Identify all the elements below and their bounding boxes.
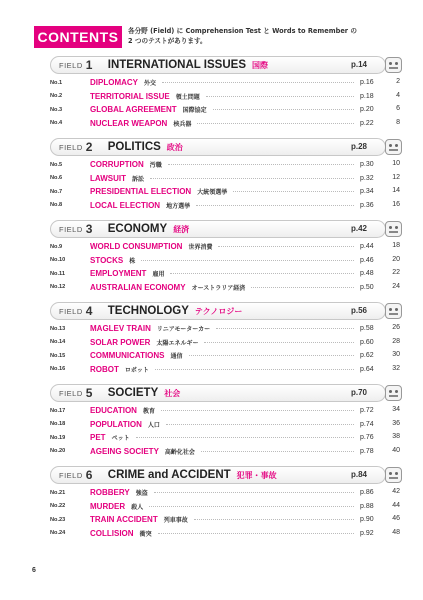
leader-dots [150,178,354,179]
item-number: No.6 [50,175,63,182]
contents-row[interactable] [50,431,400,445]
item-title: STOCKS [90,255,124,265]
contents-row[interactable] [50,281,400,295]
field-items [50,322,400,376]
contents-row[interactable] [50,240,400,254]
item-title: COLLISION [90,528,134,538]
item-number: No.8 [50,202,63,209]
leader-dots [201,451,354,452]
item-page: p.62 [360,352,374,360]
field-section [50,302,400,376]
item-title-jp: 国際協定 [182,107,207,115]
field-label: FIELD [59,60,83,70]
leader-dots [162,82,354,83]
field-label: FIELD [59,470,83,480]
item-title-jp: ペット [111,435,130,443]
leader-dots [141,260,354,261]
face-icon [385,385,402,401]
leader-dots [136,437,354,438]
field-number: 1 [85,58,93,72]
item-title-jp: 衝突 [139,530,152,538]
item-page: p.58 [360,325,374,333]
item-number: No.23 [50,516,66,523]
item-number: No.5 [50,161,63,168]
item-title: ROBOT [90,364,119,374]
field-title-jp: 国際 [252,60,268,70]
item-title-jp: 太陽エネルギー [156,339,199,347]
item-title: LAWSUIT [90,173,126,183]
face-icon [385,303,402,319]
field-number: 6 [85,468,93,482]
item-number: No.20 [50,448,66,455]
intro-text [128,26,388,46]
field-section [50,466,400,540]
face-icon [385,139,402,155]
answer-page: 38 [392,433,400,440]
item-title-jp: 通信 [170,353,183,361]
answer-page: 4 [396,91,400,99]
item-number: No.24 [50,530,66,537]
item-title: ROBBERY [90,488,130,498]
field-section [50,56,400,130]
item-page: p.30 [360,161,374,169]
field-items [50,158,400,212]
leader-dots [196,205,354,206]
answer-page: 14 [392,187,400,194]
leader-dots [216,328,354,329]
field-title: ECONOMY [107,223,168,235]
item-title: WORLD CONSUMPTION [90,242,183,252]
item-title-jp: 強盗 [135,490,148,498]
field-header[interactable] [50,466,386,484]
answer-page: 32 [392,364,400,372]
answer-page: 8 [396,118,400,126]
item-number: No.12 [50,284,66,291]
item-title: TERRITORIAL ISSUE [90,91,170,101]
contents-row[interactable] [50,349,400,363]
item-title-jp: 汚職 [149,162,162,170]
answer-page: 46 [392,515,400,522]
leader-dots [170,273,354,274]
contents-row[interactable] [50,418,400,432]
item-title-jp: 大統領選挙 [197,189,228,197]
item-page: p.46 [360,256,374,264]
answer-page: 40 [392,446,400,454]
item-title-jp: 教育 [142,408,155,416]
field-page: p.56 [350,306,367,315]
intro-line-1: 各分野 (Field) に Comprehension Test と Words to Remember の [128,27,357,35]
contents-title: CONTENTS [34,26,122,48]
answer-page: 44 [392,501,400,509]
field-title: SOCIETY [107,387,159,399]
leader-dots [233,191,354,192]
field-title-jp: 犯罪・事故 [236,470,277,480]
contents-row[interactable] [50,76,400,90]
contents-row[interactable] [50,445,400,459]
item-page: p.36 [360,201,374,209]
item-title-jp: 人口 [147,421,160,429]
leader-dots [155,369,354,370]
field-label: FIELD [59,306,83,316]
item-page: p.86 [360,489,374,497]
contents-row[interactable] [50,500,400,514]
item-number: No.10 [50,257,66,264]
answer-page: 6 [396,105,400,112]
contents-row[interactable] [50,486,400,500]
item-title: AGEING SOCIETY [90,446,159,456]
item-title: TRAIN ACCIDENT [90,515,158,525]
item-title-jp: オーストラリア経済 [191,284,246,292]
item-page: p.22 [360,119,374,127]
item-number: No.22 [50,503,66,510]
item-number: No.15 [50,352,66,359]
item-number: No.4 [50,120,63,127]
field-label: FIELD [59,388,83,398]
item-page: p.34 [360,188,374,196]
item-page: p.18 [360,92,374,100]
field-list [50,56,400,548]
contents-row[interactable] [50,185,400,199]
contents-row[interactable] [50,267,400,281]
contents-row[interactable] [50,103,400,117]
field-page: p.14 [350,60,367,69]
page-number: 6 [32,567,36,574]
item-page: p.72 [360,407,374,415]
item-page: p.64 [360,365,374,373]
contents-row[interactable] [50,322,400,336]
face-icon [385,57,402,73]
item-number: No.11 [50,270,65,277]
item-number: No.7 [50,188,63,195]
answer-page: 48 [392,528,400,536]
item-page: p.74 [360,420,374,428]
contents-row[interactable] [50,117,400,131]
field-label: FIELD [59,142,83,152]
contents-row[interactable] [50,363,400,377]
item-number: No.1 [50,79,63,86]
answer-page: 30 [392,351,400,358]
item-title-jp: 雇用 [152,271,165,279]
field-title: POLITICS [107,141,161,153]
answer-page: 10 [392,160,400,167]
field-title-jp: 社会 [164,388,181,398]
field-header[interactable] [50,302,386,320]
field-title: CRIME and ACCIDENT [107,469,231,481]
field-title-jp: テクノロジー [194,306,243,316]
leader-dots [154,492,354,493]
answer-page: 34 [392,406,400,413]
item-page: p.44 [360,243,374,251]
item-page: p.78 [360,447,374,455]
field-header[interactable] [50,56,386,74]
field-items [50,404,400,458]
field-section [50,138,400,212]
contents-header [34,26,394,48]
leader-dots [213,109,354,110]
field-title: INTERNATIONAL ISSUES [107,59,246,71]
item-title: DIPLOMACY [90,78,138,88]
contents-row[interactable] [50,527,400,541]
answer-page: 26 [392,324,400,331]
item-page: p.60 [360,338,374,346]
field-page: p.28 [350,142,367,151]
leader-dots [166,424,354,425]
answer-page: 42 [392,488,400,495]
field-section [50,384,400,458]
item-number: No.19 [50,434,66,441]
contents-row[interactable] [50,199,400,213]
item-title: LOCAL ELECTION [90,200,161,210]
field-label: FIELD [59,224,83,234]
answer-page: 18 [392,242,400,249]
item-page: p.92 [360,529,374,537]
item-page: p.88 [360,502,374,510]
field-number: 5 [85,386,93,400]
field-header[interactable] [50,220,386,238]
field-items [50,240,400,294]
face-icon [385,221,402,237]
answer-page: 36 [392,419,400,427]
item-page: p.32 [360,174,374,182]
item-title: MURDER [90,501,126,511]
leader-dots [168,164,354,165]
item-title-jp: 列車事故 [163,517,188,525]
field-items [50,486,400,540]
item-page: p.20 [360,106,374,114]
item-title: PET [90,433,106,443]
contents-row[interactable] [50,254,400,268]
item-title-jp: 地方選挙 [166,202,191,210]
answer-page: 28 [392,337,400,345]
field-header[interactable] [50,384,386,402]
item-title-jp: 高齢化社会 [164,448,195,456]
item-title: GLOBAL AGREEMENT [90,105,177,115]
contents-row[interactable] [50,404,400,418]
leader-dots [161,410,354,411]
item-number: No.18 [50,421,66,428]
item-title-jp: 殺人 [131,503,144,511]
face-icon [385,467,402,483]
item-number: No.13 [50,325,66,332]
leader-dots [194,519,354,520]
item-title: AUSTRALIAN ECONOMY [90,282,186,292]
item-title: EDUCATION [90,406,137,416]
item-page: p.50 [360,283,374,291]
leader-dots [206,96,354,97]
item-title: SOLAR POWER [90,337,151,347]
answer-page: 16 [392,200,400,208]
answer-page: 12 [392,173,400,181]
item-title-jp: 領土問題 [175,93,200,101]
intro-line-2: 2 つのテストがあります。 [128,37,207,45]
contents-row[interactable] [50,158,400,172]
answer-page: 20 [392,255,400,263]
item-page: p.16 [360,79,374,87]
answer-page: 24 [392,282,400,290]
field-section [50,220,400,294]
leader-dots [149,506,354,507]
answer-page: 22 [392,269,400,276]
item-number: No.17 [50,407,66,414]
item-number: No.3 [50,106,63,113]
answer-page: 2 [396,78,400,85]
item-title: EMPLOYMENT [90,269,147,279]
item-page: p.76 [360,434,374,442]
item-title: MAGLEV TRAIN [90,324,151,334]
leader-dots [204,342,354,343]
item-page: p.48 [360,270,374,278]
item-title: NUCLEAR WEAPON [90,118,168,128]
field-title-jp: 経済 [173,224,190,234]
field-title: TECHNOLOGY [107,305,189,317]
field-page: p.70 [350,388,367,397]
item-page: p.90 [360,516,374,524]
item-number: No.9 [50,243,63,250]
item-title-jp: 外交 [144,80,157,88]
leader-dots [158,533,354,534]
item-number: No.2 [50,93,63,100]
item-title-jp: 世界消費 [188,244,213,252]
contents-row[interactable] [50,513,400,527]
field-page: p.42 [350,224,367,233]
item-title: CORRUPTION [90,160,144,170]
item-title-jp: ロボット [124,366,149,374]
item-title: PRESIDENTIAL ELECTION [90,187,192,197]
leader-dots [197,123,354,124]
item-number: No.21 [50,489,66,496]
contents-row[interactable] [50,90,400,104]
item-title-jp: 訴訟 [132,175,145,183]
item-number: No.16 [50,366,66,373]
item-title: POPULATION [90,419,142,429]
contents-row[interactable] [50,172,400,186]
item-title: COMMUNICATIONS [90,351,165,361]
leader-dots [218,246,354,247]
item-title-jp: 株 [129,257,136,265]
field-number: 3 [85,222,93,236]
item-number: No.14 [50,339,66,346]
field-header[interactable] [50,138,386,156]
field-title-jp: 政治 [166,142,183,152]
contents-row[interactable] [50,336,400,350]
field-page: p.84 [350,470,367,479]
field-number: 2 [85,140,93,154]
leader-dots [251,287,354,288]
field-number: 4 [85,304,93,318]
item-title-jp: 核兵器 [173,120,192,128]
field-items [50,76,400,130]
item-title-jp: リニアモーターカー [156,326,211,334]
leader-dots [189,355,354,356]
